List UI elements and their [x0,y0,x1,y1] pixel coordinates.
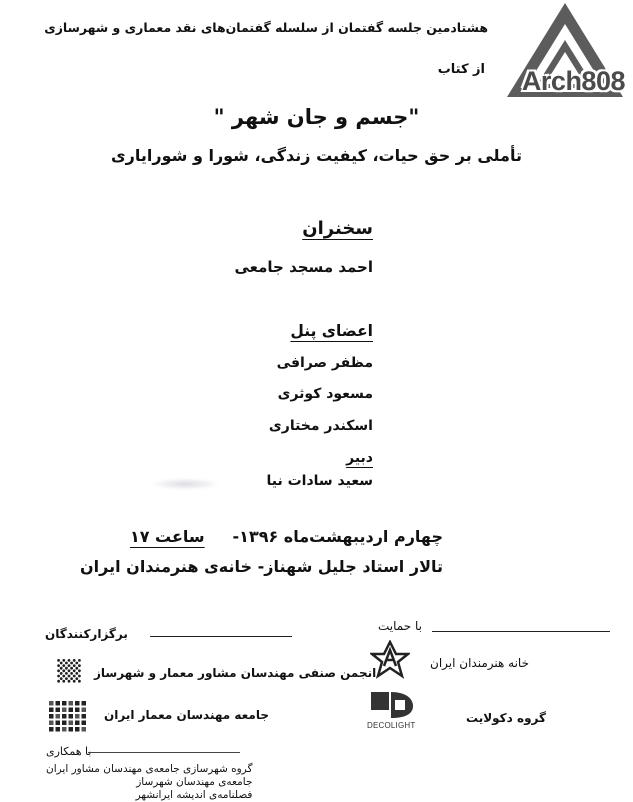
book-title: "جسم و جان شهر " [213,105,420,129]
blur-smudge [150,478,220,490]
secretary-heading: دبیر [346,450,373,466]
series-line: هشتادمین جلسه گفتمان از سلسله گفتمان‌های نقد معماری و شهرسازی [44,20,488,35]
panel-member: اسکندر مختاری [268,418,373,434]
diamond-dot-grid-logo-icon [45,646,93,694]
collaborator-item: فصلنامه‌ی اندیشه ایرانشهر [135,789,253,801]
panel-member: مظفر صرافی [276,355,373,371]
decolight-logo-text: DECOLIGHT [367,721,416,730]
watermark-text: Arch808 [521,66,625,96]
supporter-name: گروه دکولایت [466,711,546,725]
event-date-line [130,527,443,546]
collaboration-heading: با همکاری [46,745,92,758]
panel-member: مسعود کوثری [277,386,373,402]
supporters-heading: با حمایت [378,619,422,633]
speakers-heading: سخنران [302,218,373,239]
collaborator-item: گروه شهرسازی جامعه‌ی مهندسان مشاور ایران [46,763,253,775]
from-book-label: از کتاب [437,62,485,77]
decolight-logo-icon [367,688,421,736]
collaboration-divider [88,752,240,753]
supporter-name: خانه هنرمندان ایران [430,656,529,670]
event-time: ساعت ۱۷ [129,527,205,546]
artists-house-logo-icon [370,640,410,680]
event-venue: تالار استاد جلیل شهناز- خانه‌ی هنرمندان ایران [80,557,443,576]
panel-heading: اعضای پنل [290,322,373,340]
organizers-divider [150,636,292,637]
collaborators-list [46,763,252,802]
supporters-divider [432,631,610,632]
watermark [499,0,631,104]
event-date: چهارم اردیبهشت‌ماه ۱۳۹۶- [232,527,443,546]
square-dot-grid-logo-icon [47,699,89,735]
collaborator-item: جامعه‌ی مهندسان شهرساز [136,776,253,788]
secretary-name: سعید سادات نیا [266,473,373,489]
organizers-heading: برگزارکنندگان [45,627,128,641]
speaker-name: احمد مسجد جامعی [234,258,373,276]
organizer-name: جامعه مهندسان معمار ایران [104,708,269,722]
organizer-name: انجمن صنفی مهندسان مشاور معمار و شهرساز [94,666,377,680]
book-subtitle: تأملی بر حق حیات، کیفیت زندگی، شورا و شورایاری [111,146,522,165]
